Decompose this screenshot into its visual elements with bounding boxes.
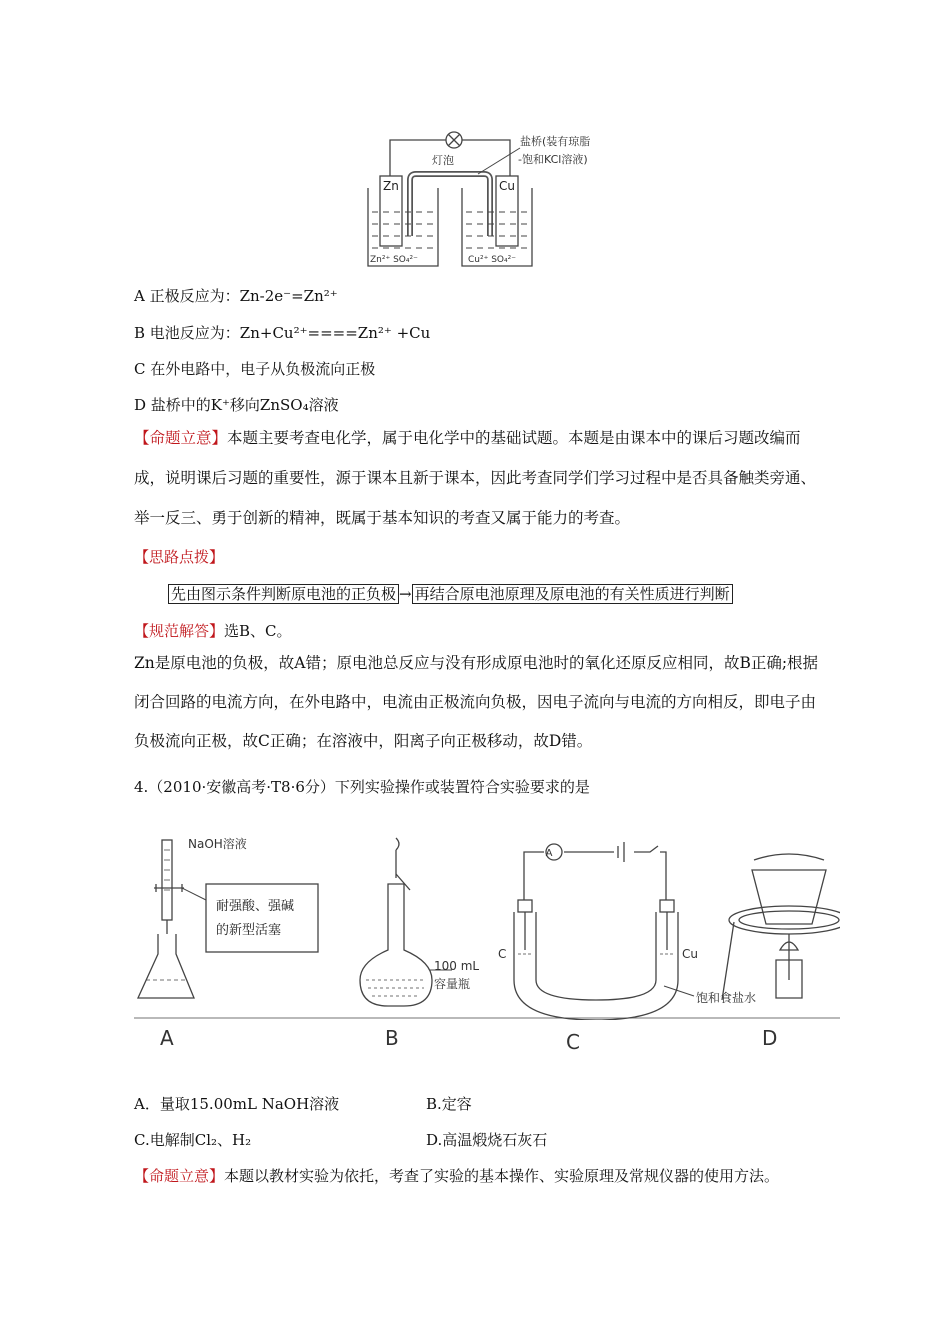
stopcock-label-2: 的新型活塞: [216, 923, 282, 938]
q4-option-d: D.高温煅烧石灰石: [426, 1131, 548, 1149]
right-ions-label: Cu²⁺ SO₄²⁻: [468, 255, 516, 265]
q4-intent-text: 本题以教材实验为依托，考查了实验的基本操作、实验原理及常规仪器的使用方法。: [224, 1167, 780, 1185]
naoh-label: NaOH溶液: [188, 837, 247, 851]
answer-heading: [134, 620, 292, 641]
option-c: C 在外电路中，电子从负极流向正极: [134, 360, 376, 378]
answer-choice: 选B、C。: [224, 622, 292, 640]
option-a: A 正极反应为：Zn-2e⁻=Zn²⁺: [134, 287, 338, 305]
apparatus-label-c: C: [566, 1030, 580, 1054]
option-d: D 盐桥中的K⁺移向ZnSO₄溶液: [134, 396, 339, 414]
flask-label-1: 100 mL: [434, 959, 480, 973]
apparatus-label-d: D: [762, 1026, 778, 1050]
apparatus-figure: [134, 830, 840, 1020]
brine-label: 饱和食盐水: [696, 991, 757, 1005]
hint-flow: [168, 583, 733, 604]
q4-option-a: A．量取15.00mL NaOH溶液: [134, 1095, 340, 1113]
q4-intent-tag: 【命题立意】: [134, 1167, 225, 1185]
q4-intent: [134, 1165, 779, 1186]
intent-paragraph: [134, 418, 824, 538]
intent-text: 本题主要考查电化学，属于电化学中的基础试题。本题是由课本中的课后习题改编而成，说明课后习题的重要性，源于课本且新于课本，因此考查同学们学习过程中是否具备触类旁通、举一反三、勇于创新的精神，既属于基本知识的考查又属于能力的考查。: [134, 429, 817, 527]
hint-box-1: 先由图示条件判断原电池的正负极: [168, 584, 399, 604]
bulb-label: 灯泡: [432, 154, 454, 167]
q4-option-c: C.电解制Cl₂、H₂: [134, 1131, 252, 1149]
salt-bridge-label-1: 盐桥(装有琼脂: [520, 135, 591, 148]
intent-tag: 【命题立意】: [134, 429, 228, 447]
left-ions-label: Zn²⁺ SO₄²⁻: [370, 255, 418, 265]
hint-box-2: 再结合原电池原理及原电池的有关性质进行判断: [412, 584, 733, 604]
answer-explanation: Zn是原电池的负极，故A错；原电池总反应与没有形成原电池时的氧化还原反应相同，故B正确;根据闭合回路的电流方向，在外电路中，电流由正极流向负极，因电子流向与电流的方向相反，即电子由负极流向正极，故C正确；在溶液中，阳离子向正极移动，故D错。: [134, 654, 819, 750]
answer-tag: 【规范解答】: [134, 622, 225, 640]
stopcock-label-1: 耐强酸、强碱: [216, 899, 295, 914]
apparatus-label-a: A: [160, 1026, 174, 1050]
q4-option-b: B.定容: [426, 1095, 472, 1113]
zn-electrode-label: Zn: [383, 179, 399, 193]
question-4-stem: 4.（2010·安徽高考·T8·6分）下列实验操作或装置符合实验要求的是: [134, 778, 590, 796]
hint-tag: 【思路点拨】: [134, 548, 225, 566]
electrode-c-label: C: [498, 947, 507, 961]
hint-arrow: →: [399, 585, 412, 603]
option-b: B 电池反应为：Zn+Cu²⁺====Zn²⁺ +Cu: [134, 324, 431, 342]
ammeter-label: A: [545, 848, 553, 859]
salt-bridge-label-2: -饱和KCl溶液): [518, 153, 588, 166]
flask-label-2: 容量瓶: [434, 977, 471, 991]
electrode-cu-label: Cu: [682, 947, 698, 961]
cu-electrode-label: Cu: [499, 179, 515, 193]
galvanic-cell-figure: [360, 128, 660, 273]
apparatus-label-b: B: [385, 1026, 399, 1050]
